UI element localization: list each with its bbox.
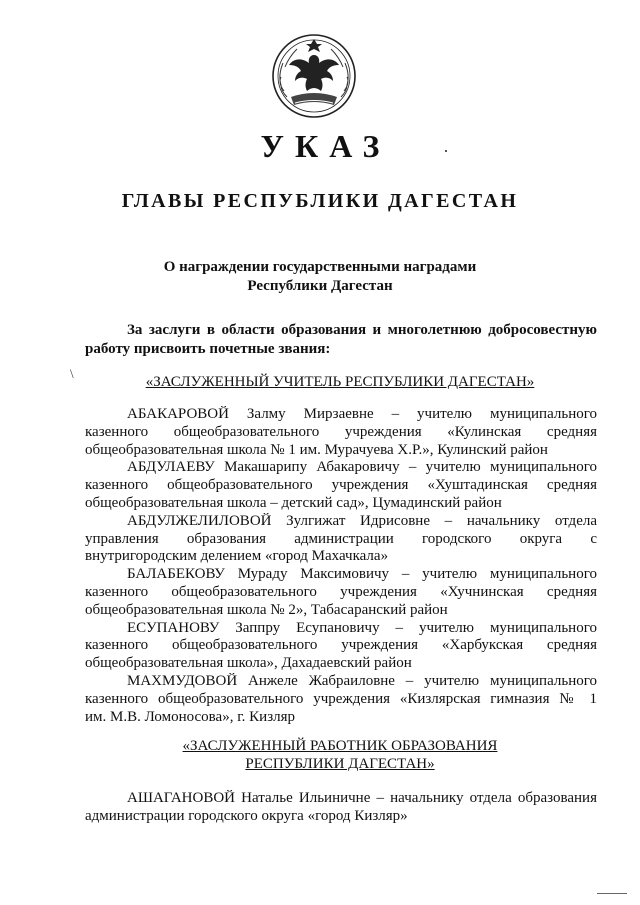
award-entry-line: АБДУЛЖЕЛИЛОВОЙ Зулгижат Идрисовне – начальнику отдела xyxy=(127,512,597,529)
section2-heading-line-2: РЕСПУБЛИКИ ДАГЕСТАН» xyxy=(245,756,435,772)
award-entry-line: внутригородским делением «город Махачкала» xyxy=(85,548,389,565)
award-entry-line: общеобразовательная школа», Дахадаевский район xyxy=(85,655,412,672)
award-entry-line: им. М.В. Ломоносова», г. Кизляр xyxy=(85,708,296,725)
award-entry xyxy=(85,620,597,673)
subject-line-2: Республики Дагестан xyxy=(247,278,393,294)
award-entry-line: казенного общеобразовательного учреждения «Хучнинская средняя xyxy=(85,583,597,600)
stray-mark: \ xyxy=(70,366,74,381)
award-entry-line: общеобразовательная школа – детский сад», Цумадинский район xyxy=(85,494,502,511)
award-entry-line: управления образования администрации городского округа с xyxy=(85,530,597,547)
subject-line-1: О награждении государственными наградами xyxy=(163,259,477,275)
award-entry-line: казенного общеобразовательного учреждения «Харбукская средняя xyxy=(85,637,597,654)
award-entry-line: МАХМУДОВОЙ Анжеле Жабраиловне – учителю муниципального xyxy=(127,673,597,689)
award-entry xyxy=(85,673,597,726)
award-entry-line: общеобразовательная школа № 1 им. Мурачуева Х.Р.», Кулинский район xyxy=(85,441,548,458)
award-entry-line: АБДУЛАЕВУ Макашарипу Абакаровичу – учителю муниципального xyxy=(127,459,597,476)
dagestan-coat-of-arms-icon xyxy=(271,33,357,119)
section1-heading: «ЗАСЛУЖЕННЫЙ УЧИТЕЛЬ РЕСПУБЛИКИ ДАГЕСТАН» xyxy=(145,374,535,390)
section2-heading-line-1: «ЗАСЛУЖЕННЫЙ РАБОТНИК ОБРАЗОВАНИЯ xyxy=(182,738,498,754)
award-entry xyxy=(85,566,597,619)
award-entry-line: казенного общеобразовательного учреждения «Кизлярская гимназия № 1 xyxy=(85,690,597,707)
intro-line-1: За заслуги в области образования и многолетнюю добросовестную xyxy=(127,322,597,338)
scan-edge-mark xyxy=(597,893,627,894)
award-entry xyxy=(85,513,597,566)
page-title: УКАЗ xyxy=(260,128,391,164)
award-entry-line: общеобразовательная школа № 2», Табасаранский район xyxy=(85,601,448,618)
award-entry-line: казенного общеобразовательного учреждения «Кулинская средняя xyxy=(85,423,597,440)
intro-paragraph xyxy=(85,321,597,359)
award-entry xyxy=(85,790,597,826)
award-entry-line: ЕСУПАНОВУ Заппру Есупановичу – учителю муниципального xyxy=(127,619,597,636)
award-entry-line: казенного общеобразовательного учреждения «Хуштадинская средняя xyxy=(85,477,597,494)
intro-line-2: работу присвоить почетные звания: xyxy=(85,341,331,357)
award-entry xyxy=(85,459,597,512)
award-entry-line: АБАКАРОВОЙ Залму Мирзаевне – учителю муниципального xyxy=(127,406,597,422)
award-entry-line: администрации городского округа «город Кизляр» xyxy=(85,807,408,824)
award-entry-line: АШАГАНОВОЙ Наталье Ильиничне – начальнику отдела образования xyxy=(127,790,597,806)
award-entry xyxy=(85,406,597,459)
page-subtitle: ГЛАВЫ РЕСПУБЛИКИ ДАГЕСТАН xyxy=(121,190,519,212)
award-entry-line: БАЛАБЕКОВУ Мураду Максимовичу – учителю муниципального xyxy=(127,566,597,583)
